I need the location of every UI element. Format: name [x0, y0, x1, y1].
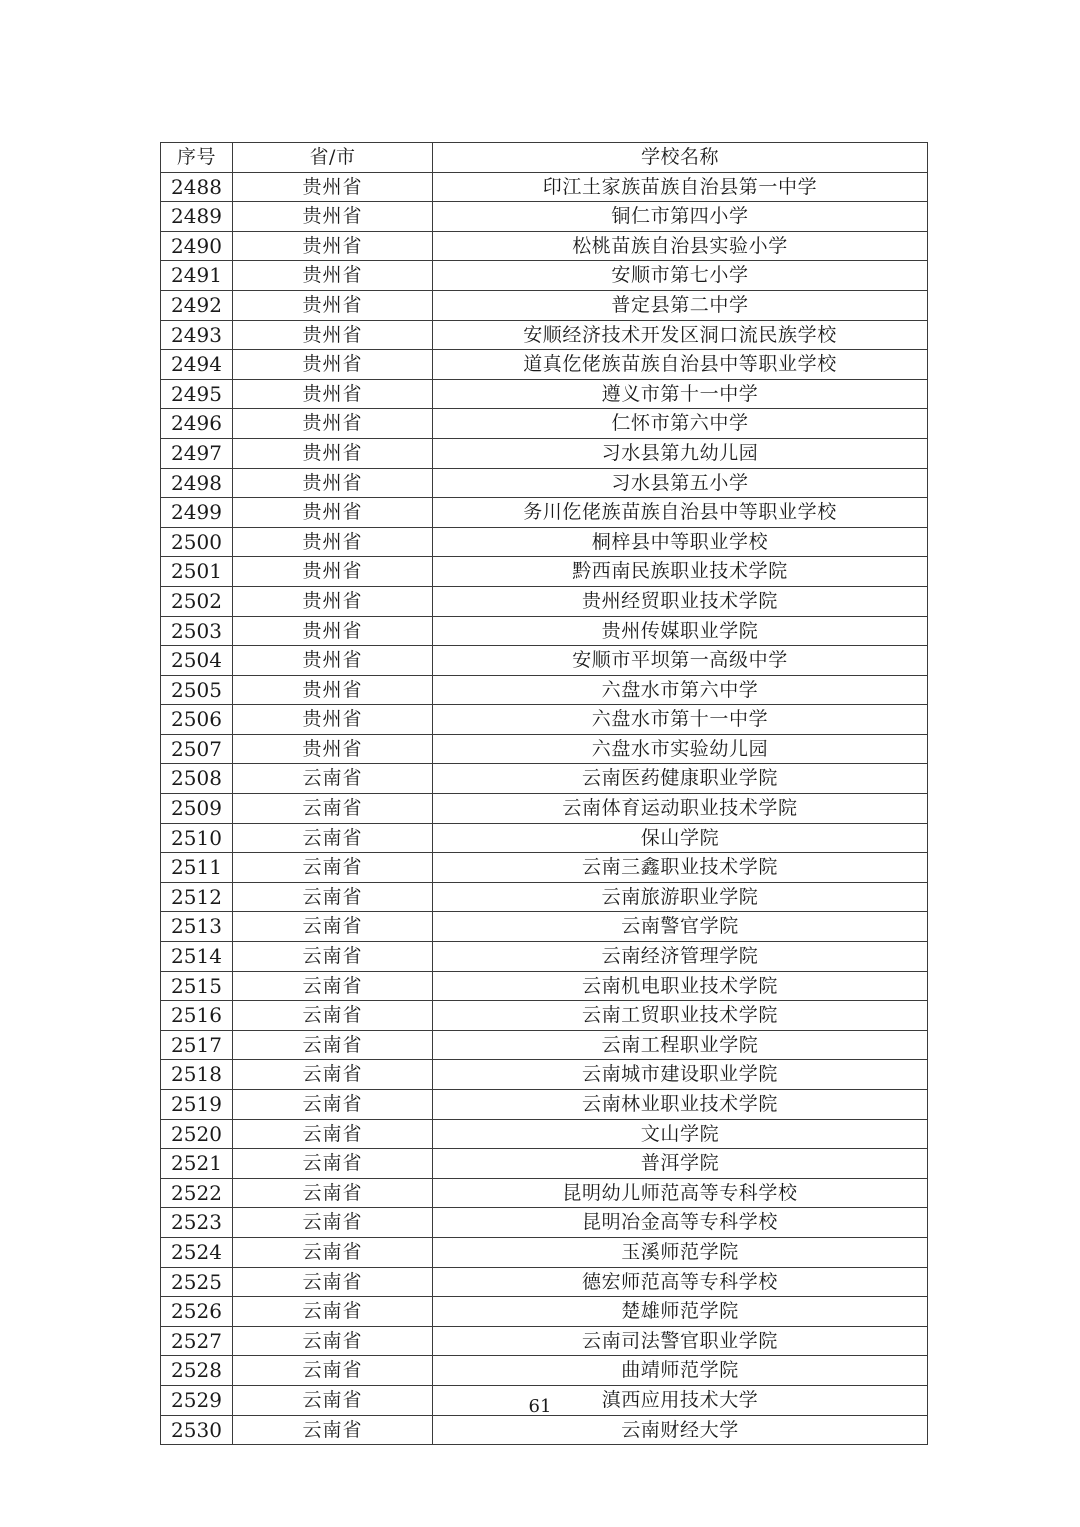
table-row — [161, 231, 928, 261]
cell-school-name: 云南城市建设职业学院 — [433, 1060, 928, 1090]
table-row — [161, 379, 928, 409]
cell-school-name: 贵州经贸职业技术学院 — [433, 586, 928, 616]
table-row — [161, 350, 928, 380]
table-row — [161, 1356, 928, 1386]
table-row — [161, 320, 928, 350]
cell-province: 云南省 — [233, 1415, 433, 1445]
cell-province: 贵州省 — [233, 468, 433, 498]
cell-province: 云南省 — [233, 794, 433, 824]
cell-school-name: 铜仁市第四小学 — [433, 202, 928, 232]
cell-sequence: 2501 — [161, 557, 233, 587]
cell-school-name: 道真仡佬族苗族自治县中等职业学校 — [433, 350, 928, 380]
table-row — [161, 261, 928, 291]
table-row — [161, 1237, 928, 1267]
table-row — [161, 675, 928, 705]
cell-school-name: 云南体育运动职业技术学院 — [433, 794, 928, 824]
cell-province: 贵州省 — [233, 172, 433, 202]
cell-sequence: 2510 — [161, 823, 233, 853]
cell-sequence: 2524 — [161, 1237, 233, 1267]
cell-school-name: 普定县第二中学 — [433, 290, 928, 320]
table-row — [161, 1030, 928, 1060]
table-row — [161, 1090, 928, 1120]
cell-province: 云南省 — [233, 1208, 433, 1238]
table-header-row — [161, 143, 928, 173]
cell-province: 云南省 — [233, 1178, 433, 1208]
cell-province: 贵州省 — [233, 231, 433, 261]
cell-sequence: 2502 — [161, 586, 233, 616]
cell-school-name: 安顺市第七小学 — [433, 261, 928, 291]
cell-sequence: 2521 — [161, 1149, 233, 1179]
cell-sequence: 2511 — [161, 853, 233, 883]
cell-province: 云南省 — [233, 1060, 433, 1090]
cell-school-name: 六盘水市第六中学 — [433, 675, 928, 705]
cell-school-name: 印江土家族苗族自治县第一中学 — [433, 172, 928, 202]
cell-sequence: 2496 — [161, 409, 233, 439]
school-listing-table-container — [160, 142, 927, 1445]
table-row — [161, 794, 928, 824]
cell-province: 云南省 — [233, 1119, 433, 1149]
cell-province: 云南省 — [233, 1030, 433, 1060]
table-row — [161, 172, 928, 202]
table-row — [161, 734, 928, 764]
page-number: 61 — [528, 1396, 552, 1417]
table-row — [161, 1001, 928, 1031]
school-listing-table — [160, 142, 928, 1445]
table-row — [161, 705, 928, 735]
cell-sequence: 2504 — [161, 646, 233, 676]
cell-province: 云南省 — [233, 1356, 433, 1386]
table-row — [161, 1326, 928, 1356]
cell-sequence: 2515 — [161, 971, 233, 1001]
cell-school-name: 务川仡佬族苗族自治县中等职业学校 — [433, 498, 928, 528]
cell-province: 贵州省 — [233, 320, 433, 350]
cell-sequence: 2497 — [161, 438, 233, 468]
table-row — [161, 1149, 928, 1179]
cell-sequence: 2513 — [161, 912, 233, 942]
cell-sequence: 2498 — [161, 468, 233, 498]
cell-school-name: 习水县第九幼儿园 — [433, 438, 928, 468]
cell-school-name: 云南经济管理学院 — [433, 942, 928, 972]
cell-school-name: 云南机电职业技术学院 — [433, 971, 928, 1001]
cell-sequence: 2528 — [161, 1356, 233, 1386]
cell-sequence: 2527 — [161, 1326, 233, 1356]
cell-province: 云南省 — [233, 942, 433, 972]
cell-sequence: 2522 — [161, 1178, 233, 1208]
cell-school-name: 昆明幼儿师范高等专科学校 — [433, 1178, 928, 1208]
table-row — [161, 438, 928, 468]
cell-province: 贵州省 — [233, 261, 433, 291]
table-header — [161, 143, 928, 173]
table-row — [161, 882, 928, 912]
cell-sequence: 2490 — [161, 231, 233, 261]
cell-province: 云南省 — [233, 853, 433, 883]
table-row — [161, 409, 928, 439]
table-row — [161, 586, 928, 616]
cell-school-name: 云南医药健康职业学院 — [433, 764, 928, 794]
cell-province: 贵州省 — [233, 734, 433, 764]
cell-province: 贵州省 — [233, 557, 433, 587]
cell-sequence: 2508 — [161, 764, 233, 794]
cell-school-name: 云南司法警官职业学院 — [433, 1326, 928, 1356]
cell-school-name: 云南警官学院 — [433, 912, 928, 942]
cell-sequence: 2507 — [161, 734, 233, 764]
cell-sequence: 2499 — [161, 498, 233, 528]
column-header-sequence: 序号 — [161, 143, 233, 173]
cell-province: 云南省 — [233, 1237, 433, 1267]
table-row — [161, 1297, 928, 1327]
cell-province: 贵州省 — [233, 379, 433, 409]
cell-province: 贵州省 — [233, 350, 433, 380]
cell-sequence: 2512 — [161, 882, 233, 912]
cell-school-name: 德宏师范高等专科学校 — [433, 1267, 928, 1297]
cell-sequence: 2506 — [161, 705, 233, 735]
cell-sequence: 2529 — [161, 1385, 233, 1415]
table-row — [161, 912, 928, 942]
cell-sequence: 2517 — [161, 1030, 233, 1060]
cell-sequence: 2520 — [161, 1119, 233, 1149]
cell-province: 云南省 — [233, 1001, 433, 1031]
cell-sequence: 2514 — [161, 942, 233, 972]
column-header-province: 省/市 — [233, 143, 433, 173]
table-row — [161, 557, 928, 587]
cell-school-name: 文山学院 — [433, 1119, 928, 1149]
table-row — [161, 1208, 928, 1238]
table-body — [161, 172, 928, 1445]
table-row — [161, 764, 928, 794]
cell-province: 云南省 — [233, 764, 433, 794]
cell-sequence: 2530 — [161, 1415, 233, 1445]
cell-sequence: 2525 — [161, 1267, 233, 1297]
cell-sequence: 2492 — [161, 290, 233, 320]
table-row — [161, 971, 928, 1001]
cell-province: 贵州省 — [233, 646, 433, 676]
cell-province: 云南省 — [233, 1385, 433, 1415]
cell-province: 贵州省 — [233, 527, 433, 557]
cell-sequence: 2493 — [161, 320, 233, 350]
cell-school-name: 云南林业职业技术学院 — [433, 1090, 928, 1120]
table-row — [161, 1060, 928, 1090]
cell-province: 贵州省 — [233, 438, 433, 468]
cell-school-name: 松桃苗族自治县实验小学 — [433, 231, 928, 261]
cell-sequence: 2523 — [161, 1208, 233, 1238]
cell-sequence: 2494 — [161, 350, 233, 380]
table-row — [161, 1267, 928, 1297]
table-row — [161, 1178, 928, 1208]
cell-school-name: 滇西应用技术大学 — [433, 1385, 928, 1415]
cell-school-name: 曲靖师范学院 — [433, 1356, 928, 1386]
cell-sequence: 2509 — [161, 794, 233, 824]
cell-sequence: 2519 — [161, 1090, 233, 1120]
table-row — [161, 646, 928, 676]
table-row — [161, 290, 928, 320]
cell-province: 云南省 — [233, 1326, 433, 1356]
cell-school-name: 仁怀市第六中学 — [433, 409, 928, 439]
table-row — [161, 1415, 928, 1445]
cell-school-name: 贵州传媒职业学院 — [433, 616, 928, 646]
cell-school-name: 云南旅游职业学院 — [433, 882, 928, 912]
cell-school-name: 普洱学院 — [433, 1149, 928, 1179]
cell-province: 云南省 — [233, 823, 433, 853]
table-row — [161, 616, 928, 646]
cell-sequence: 2488 — [161, 172, 233, 202]
cell-sequence: 2526 — [161, 1297, 233, 1327]
cell-province: 云南省 — [233, 912, 433, 942]
cell-sequence: 2505 — [161, 675, 233, 705]
cell-school-name: 桐梓县中等职业学校 — [433, 527, 928, 557]
cell-sequence: 2489 — [161, 202, 233, 232]
cell-school-name: 保山学院 — [433, 823, 928, 853]
cell-province: 贵州省 — [233, 409, 433, 439]
cell-school-name: 玉溪师范学院 — [433, 1237, 928, 1267]
column-header-school-name: 学校名称 — [433, 143, 928, 173]
table-row — [161, 202, 928, 232]
cell-school-name: 楚雄师范学院 — [433, 1297, 928, 1327]
cell-province: 贵州省 — [233, 498, 433, 528]
cell-school-name: 习水县第五小学 — [433, 468, 928, 498]
cell-province: 贵州省 — [233, 616, 433, 646]
table-row — [161, 468, 928, 498]
table-row — [161, 853, 928, 883]
cell-sequence: 2503 — [161, 616, 233, 646]
table-row — [161, 527, 928, 557]
cell-province: 云南省 — [233, 882, 433, 912]
cell-province: 贵州省 — [233, 586, 433, 616]
table-row — [161, 1119, 928, 1149]
cell-sequence: 2516 — [161, 1001, 233, 1031]
cell-sequence: 2495 — [161, 379, 233, 409]
cell-school-name: 安顺经济技术开发区洞口流民族学校 — [433, 320, 928, 350]
cell-province: 云南省 — [233, 1149, 433, 1179]
cell-school-name: 遵义市第十一中学 — [433, 379, 928, 409]
cell-sequence: 2500 — [161, 527, 233, 557]
cell-province: 云南省 — [233, 1297, 433, 1327]
cell-sequence: 2518 — [161, 1060, 233, 1090]
cell-sequence: 2491 — [161, 261, 233, 291]
cell-province: 贵州省 — [233, 202, 433, 232]
cell-province: 贵州省 — [233, 705, 433, 735]
cell-province: 云南省 — [233, 971, 433, 1001]
cell-school-name: 黔西南民族职业技术学院 — [433, 557, 928, 587]
cell-school-name: 昆明冶金高等专科学校 — [433, 1208, 928, 1238]
cell-school-name: 云南工程职业学院 — [433, 1030, 928, 1060]
cell-province: 云南省 — [233, 1267, 433, 1297]
cell-school-name: 安顺市平坝第一高级中学 — [433, 646, 928, 676]
cell-school-name: 六盘水市第十一中学 — [433, 705, 928, 735]
table-row — [161, 498, 928, 528]
table-row — [161, 823, 928, 853]
cell-school-name: 六盘水市实验幼儿园 — [433, 734, 928, 764]
cell-school-name: 云南工贸职业技术学院 — [433, 1001, 928, 1031]
cell-province: 贵州省 — [233, 675, 433, 705]
cell-province: 贵州省 — [233, 290, 433, 320]
cell-province: 云南省 — [233, 1090, 433, 1120]
table-row — [161, 942, 928, 972]
cell-school-name: 云南三鑫职业技术学院 — [433, 853, 928, 883]
cell-school-name: 云南财经大学 — [433, 1415, 928, 1445]
